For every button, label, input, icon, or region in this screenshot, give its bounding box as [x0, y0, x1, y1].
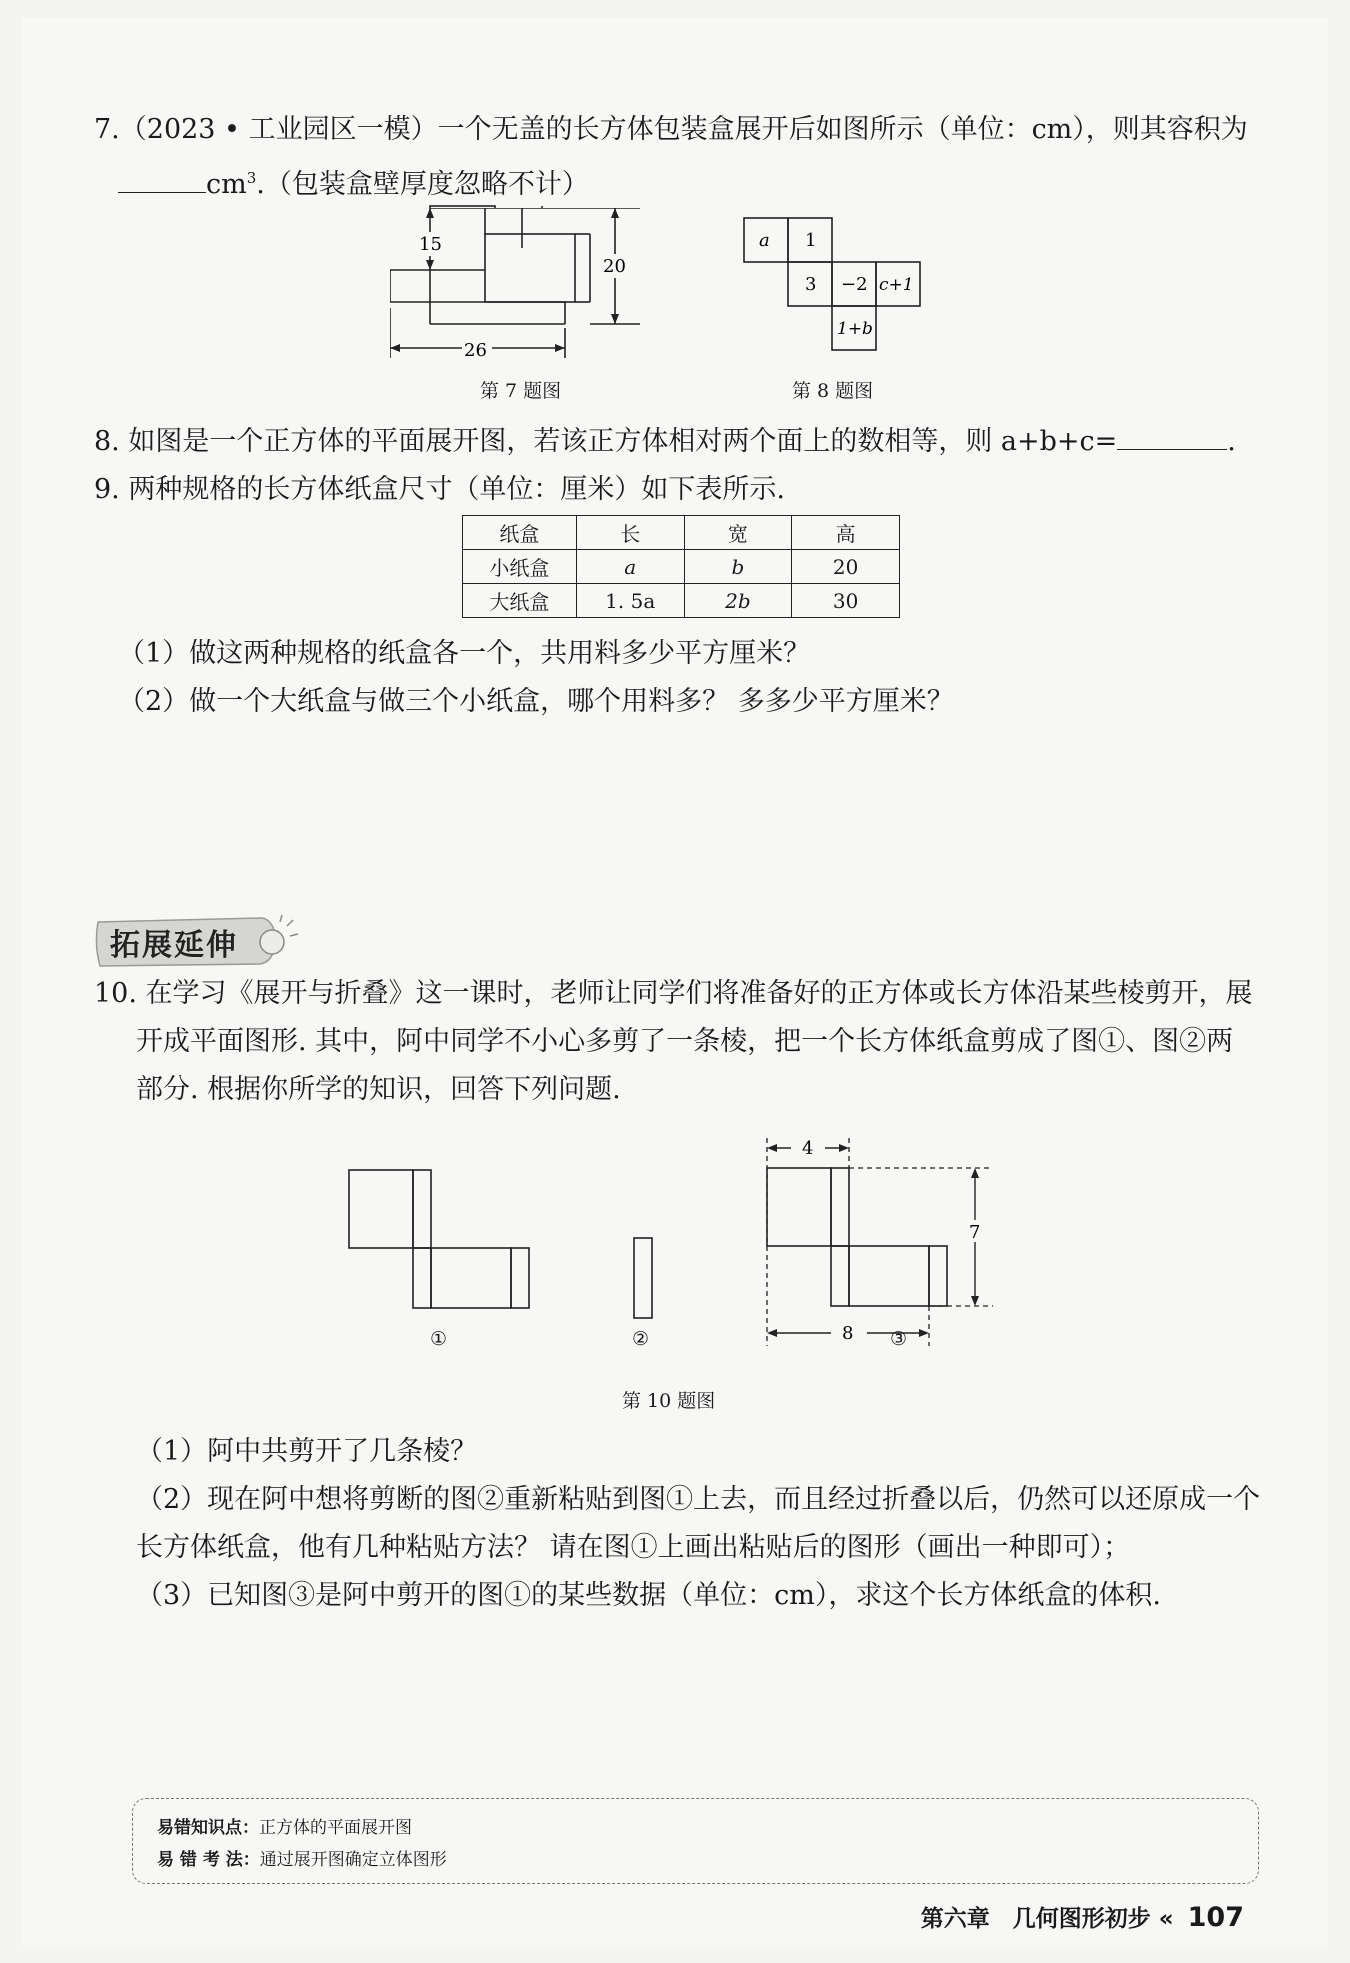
- footer-arrows-icon: «: [1158, 1906, 1174, 1932]
- table-cell: 30: [792, 584, 900, 618]
- section-banner: [92, 912, 292, 968]
- q8-figure: [742, 216, 942, 376]
- q10-dim-4: 4: [802, 1138, 814, 1159]
- note-value-1: 正方体的平面展开图: [259, 1818, 412, 1838]
- q10-sub2b: 长方体纸盒，他有几种粘贴方法？ 请在图①上画出粘贴后的图形（画出一种即可）；: [136, 1532, 1131, 1563]
- q9-text: 9. 两种规格的长方体纸盒尺寸（单位：厘米）如下表所示.: [94, 474, 785, 505]
- q10-sub1: （1）阿中共剪开了几条棱？: [136, 1436, 478, 1467]
- q7-label-26: 26: [464, 340, 487, 361]
- table-row: [463, 550, 900, 584]
- q10-figure-1: [347, 1168, 537, 1353]
- table-header: 长: [576, 516, 684, 550]
- table-cell: 小纸盒: [463, 550, 577, 584]
- table-cell: 1. 5a: [576, 584, 684, 618]
- q10-fig2-label: ②: [632, 1328, 650, 1350]
- note-key-2: 易 错 考 法：: [157, 1850, 260, 1870]
- q8-fig-caption: 第 8 题图: [792, 380, 874, 402]
- note-line-1: [157, 1813, 412, 1838]
- q7-line1: 7.（2023 • 工业园区一模）一个无盖的长方体包装盒展开后如图所示（单位：cm），则其容积为: [94, 114, 1248, 145]
- q8-answer-blank[interactable]: [1117, 449, 1227, 450]
- q9-sub1: （1）做这两种规格的纸盒各一个，共用料多少平方厘米？: [118, 638, 811, 669]
- table-header-row: [463, 516, 900, 550]
- lightbulb-icon: [260, 930, 284, 954]
- q10-dim-7: 7: [969, 1222, 981, 1243]
- q8-text-neg2: −2: [841, 274, 868, 295]
- table-cell: b: [684, 550, 792, 584]
- q8-text-a: a: [759, 230, 770, 251]
- page: [22, 18, 1328, 1948]
- q8-text-1b: 1+b: [837, 319, 873, 339]
- table-header: 高: [792, 516, 900, 550]
- q8-text-3: 3: [805, 274, 817, 295]
- table-cell: 大纸盒: [463, 584, 577, 618]
- section-title: 拓展延伸: [110, 928, 238, 963]
- table-cell: 2b: [684, 584, 792, 618]
- q7-fig-caption: 第 7 题图: [480, 380, 562, 402]
- q7-unit: cm: [206, 169, 247, 200]
- q10-sub2a: （2）现在阿中想将剪断的图②重新粘贴到图①上去，而且经过折叠以后，仍然可以还原成一个: [136, 1484, 1261, 1515]
- q10-line2: 开成平面图形. 其中，阿中同学不小心多剪了一条棱，把一个长方体纸盒剪成了图①、图②两: [136, 1026, 1234, 1057]
- q10-sub3: （3）已知图③是阿中剪开的图①的某些数据（单位：cm），求这个长方体纸盒的体积.: [136, 1580, 1161, 1611]
- table-cell: a: [576, 550, 684, 584]
- table-cell: 20: [792, 550, 900, 584]
- q7-inner-rect: [485, 234, 575, 302]
- q10-line3: 部分. 根据你所学的知识，回答下列问题.: [136, 1074, 621, 1105]
- q8-text-c1: c+1: [879, 275, 914, 295]
- page-number: 107: [1187, 1902, 1244, 1933]
- q7-diagram: [390, 208, 660, 378]
- q8-text: 8. 如图是一个正方体的平面展开图，若该正方体相对两个面上的数相等，则 a+b+c=: [94, 426, 1118, 457]
- q10-fig-caption: 第 10 题图: [622, 1390, 716, 1412]
- note-line-2: [157, 1845, 447, 1870]
- table-header: 宽: [684, 516, 792, 550]
- table-row: [463, 584, 900, 618]
- q7-unit-sup: 3: [246, 169, 257, 187]
- q10-fig3-label: ③: [890, 1328, 908, 1350]
- q7-label-20: 20: [603, 256, 626, 277]
- page-footer: [921, 1900, 1244, 1933]
- note-key-1: 易错知识点：: [157, 1818, 259, 1838]
- q9-sub2: （2）做一个大纸盒与做三个小纸盒，哪个用料多？ 多多少平方厘米？: [118, 686, 954, 717]
- table-header: 纸盒: [463, 516, 577, 550]
- q10-line1: 10. 在学习《展开与折叠》这一课时，老师让同学们将准备好的正方体或长方体沿某些棱剪开，展: [94, 978, 1253, 1009]
- q9-table: [462, 515, 900, 618]
- q10-fig1-label: ①: [430, 1328, 448, 1350]
- q8-text-1: 1: [805, 230, 817, 251]
- q7-line2-rest: .（包装盒壁厚度忽略不计）: [256, 169, 589, 200]
- q7-answer-blank[interactable]: [118, 192, 206, 193]
- q10-dim-8: 8: [842, 1323, 854, 1344]
- q7-line2: [118, 154, 589, 209]
- q7-label-15: 15: [419, 234, 442, 255]
- footer-chapter: 第六章 几何图形初步: [920, 1906, 1151, 1932]
- q8-line: [94, 418, 1236, 466]
- note-value-2: 通过展开图确定立体图形: [259, 1850, 447, 1870]
- error-notes-box: [132, 1798, 1259, 1884]
- q10-figure-3: [757, 1108, 997, 1348]
- q10-figure-2: [632, 1236, 662, 1331]
- q8-end: .: [1227, 426, 1236, 457]
